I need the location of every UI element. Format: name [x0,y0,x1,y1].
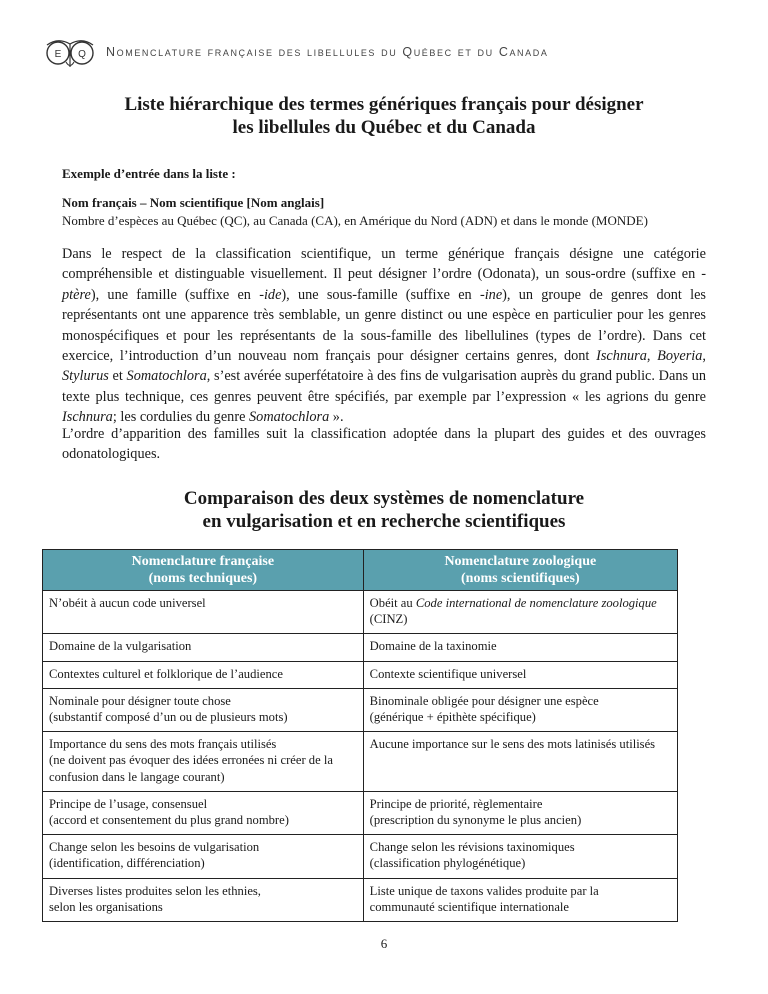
page-title-line-2: les libellules du Québec et du Canada [232,117,536,138]
header-title: Nomenclature française des libellules du Québec et du Canada [106,45,549,59]
column-header-line: (noms scientifiques) [461,571,580,586]
cell-text: communauté scientifique internationale [369,899,570,914]
cell-text: Obéit au [369,596,416,610]
table-row [43,835,678,878]
table-row [43,732,678,792]
cell-text: Contextes culturel et folklorique de l’audience [49,666,283,681]
column-header-line: Nomenclature française [131,554,275,569]
table-cell-french [43,878,364,921]
italic-term: Ischnura [62,409,113,426]
table-cell-french [43,661,364,688]
cell-text: Change selon les révisions taxinomiques [369,840,575,855]
table-row [43,634,678,661]
table-cell-zoological [363,732,677,792]
cell-text: Domaine de la vulgarisation [49,639,192,654]
column-header-zoological [363,550,677,591]
cell-text: Binominale obligée pour désigner une espèce [369,693,599,708]
table-cell-french [43,791,364,834]
text-segment: , [702,348,706,365]
cell-text: Liste unique de taxons valides produite par la [369,883,599,898]
cell-text: Change selon les besoins de vulgarisation [49,840,260,855]
italic-term: Boyeria [657,348,703,365]
text-segment: ; les cordulies du genre [112,409,250,426]
text-segment: et [108,368,127,385]
text-segment: ». [329,409,344,426]
page-title-line-1: Liste hiérarchique des termes génériques français pour désigner [124,94,644,115]
italic-term: -ine [479,286,503,303]
cell-text: (prescription du synonyme le plus ancien) [369,813,582,828]
cell-text: Contexte scientifique universel [369,666,527,681]
section-title [60,487,708,533]
entry-format: Nom français – Nom scientifique [Nom anglais] [62,195,325,210]
intro-paragraph [62,244,706,428]
table-cell-zoological [363,634,677,661]
text-segment: ), une sous-famille (suffixe en [281,286,480,303]
text-segment: Dans le respect de la classification scientifique, un terme générique français désigne une catégorie compréhensible et distinguable visuellement. Il peut désigner l’ordre (Odonata), un sous-ordre (suffixe en [62,246,706,283]
table-cell-french [43,688,364,731]
cell-text: Aucune importance sur le sens des mots latinisés utilisés [369,737,656,752]
svg-text:Q: Q [78,49,86,60]
text-segment: ), un groupe de genres dont les représentants ont une apparence très semblable, un genre distinct ou une espèce en particulier pour les genres monospécifiques et pour les représentants de la sous-famille des libellulines (types de l’ordre). Dans cet exercice, l’introduction d’un nouveau nom français pour désigner certains genres, dont [62,286,706,365]
page-title [60,93,708,139]
dragonfly-logo-icon [44,36,96,70]
column-header-line: Nomenclature zoologique [444,554,597,569]
cell-text: (ne doivent pas évoquer des idées erronées ni créer de la confusion dans le langage courant) [49,753,333,784]
page-header [40,36,730,70]
table-cell-french [43,732,364,792]
text-segment: ), une famille (suffixe en [90,286,260,303]
column-header-line: (noms techniques) [148,571,258,586]
section-title-line-2: en vulgarisation et en recherche scientifiques [202,511,566,532]
cell-text: (CINZ) [369,612,408,627]
table-cell-french [43,591,364,634]
table-header-row [43,550,678,591]
italic-term: Somatochlora [126,368,207,385]
table-cell-zoological [363,835,677,878]
table-cell-french [43,634,364,661]
example-heading: Exemple d’entrée dans la liste : [62,166,236,181]
table-cell-zoological [363,591,677,634]
cell-text: (classification phylogénétique) [369,856,526,871]
table-cell-zoological [363,791,677,834]
svg-text:E: E [54,49,62,60]
cell-text: N’obéit à aucun code universel [49,596,206,610]
cell-text: (identification, différenciation) [49,856,205,871]
cell-text: Nominale pour désigner toute chose [49,693,231,708]
cell-text: Diverses listes produites selon les ethnies, [49,883,261,898]
section-title-line-1: Comparaison des deux systèmes de nomenclature [183,488,585,509]
order-paragraph: L’ordre d’apparition des familles suit la classification adoptée dans la plupart des guides et des ouvrages odonatologiques. [62,426,706,463]
table-row [43,688,678,731]
italic-term: -ide [259,286,282,303]
text-segment: , [646,348,658,365]
cell-text: Domaine de la taxinomie [369,639,497,654]
cell-text: (substantif composé d’un ou de plusieurs mots) [49,710,288,725]
table-row [43,878,678,921]
cell-text: Principe de l’usage, consensuel [49,796,208,811]
cell-text: (accord et consentement du plus grand nombre) [49,813,289,828]
cell-text: Importance du sens des mots français utilisés [49,737,277,752]
table-cell-zoological [363,661,677,688]
cell-italic-text: Code international de nomenclature zoologique [415,596,657,610]
entry-description: Nombre d’espèces au Québec (QC), au Canada (CA), en Amérique du Nord (ADN) et dans le monde (MONDE) [62,213,648,228]
table-row [43,661,678,688]
table-row [43,791,678,834]
text-segment: , s’est avérée superfétatoire à des fins de vulgarisation auprès du grand public. Dans un texte plus technique, ces genres peuvent être spécifiés, par exemple par l’expression « les agrions du genre [62,368,707,405]
italic-term: Stylurus [62,368,109,385]
table-cell-zoological [363,878,677,921]
table-cell-french [43,835,364,878]
page-number: 6 [380,936,388,951]
comparison-table [42,549,678,922]
table-row [43,591,678,634]
column-header-french [43,550,364,591]
cell-text: selon les organisations [49,899,163,914]
table-cell-zoological [363,688,677,731]
italic-term: Somatochlora [249,409,330,426]
cell-text: Principe de priorité, règlementaire [369,796,543,811]
italic-term: -ptère [62,266,706,303]
cell-text: (générique + épithète spécifique) [369,710,536,725]
italic-term: Ischnura [596,348,647,365]
